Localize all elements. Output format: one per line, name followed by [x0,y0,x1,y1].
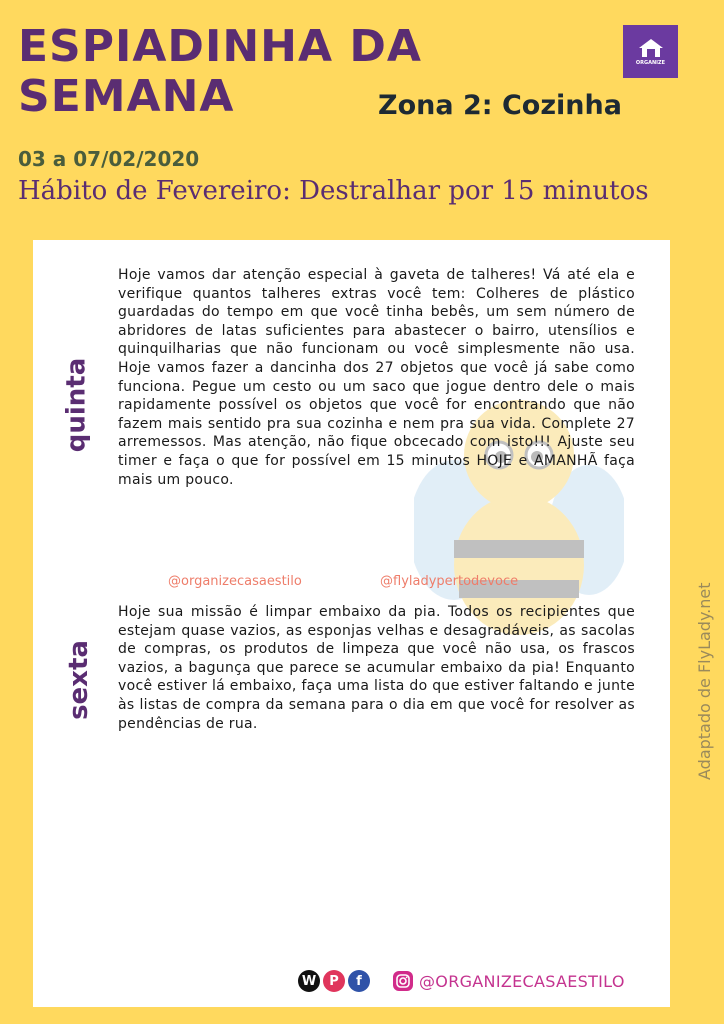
title-line-1: ESPIADINHA DA [18,21,422,72]
day-label-sexta: sexta [63,640,94,720]
date-range: 03 a 07/02/2020 [18,147,200,171]
day-text-sexta: Hoje sua missão é limpar embaixo da pia. Todos os recipientes que estejam quase vazios, as esponjas velhas e desagradáveis, as sacolas de compras, os produtos de limpeza que você não usa, os frascos vazios, a bagunça que parece se acumular embaixo da pia! Enquanto você estiver lá embaixo, faça uma lista do que estiver faltando e junte às listas de compra da semana para o dia em que você for resolver as pendências de rua. [118,604,635,732]
title-line-2: SEMANA [18,71,235,122]
monthly-habit: Hábito de Fevereiro: Destralhar por 15 minutos [18,176,649,206]
logo-text: ORGANIZE [635,59,666,66]
social-footer [298,970,625,992]
footer-handle[interactable]: @ORGANIZECASAESTILO [419,971,625,991]
wordpress-icon[interactable]: W [298,970,320,992]
facebook-icon[interactable]: f [348,970,370,992]
pinterest-icon[interactable]: P [323,970,345,992]
instagram-handle-organize[interactable]: @organizecasaestilo [168,574,302,589]
house-icon [638,38,664,58]
brand-logo [623,25,678,78]
zone-label: Zona 2: Cozinha [378,90,622,121]
page-title [18,22,422,122]
instagram-handle-flylady[interactable]: @flyladypertodevoce [380,574,519,589]
day-text-quinta: Hoje vamos dar atenção especial à gaveta de talheres! Vá até ela e verifique quantos talheres extras você tem: Colheres de plástico guardadas do tempo em que você tinha bebês, um sem número de abridores de latas suficientes para abastecer o bairro, utensílios e quinquilharias que não funcionam ou você simplesmente não usa. Hoje vamos fazer a dancinha dos 27 objetos que você já sabe como funciona. Pegue um cesto ou um saco que jogue dentro dele o mais rapidamente possível os objetos que você for encontrando que não fazem mais sentido pra sua cozinha e nem pra sua vida. Complete 27 arremessos. Mas atenção, não fique obcecado com isto!!! Ajuste seu timer e faça o que for possível em 15 minutos HOJE e AMANHÃ faça mais um pouco. [118,267,635,488]
instagram-icon[interactable] [393,971,413,991]
side-credit: Adaptado de FlyLady.net [695,582,714,780]
day-label-quinta: quinta [61,357,92,453]
